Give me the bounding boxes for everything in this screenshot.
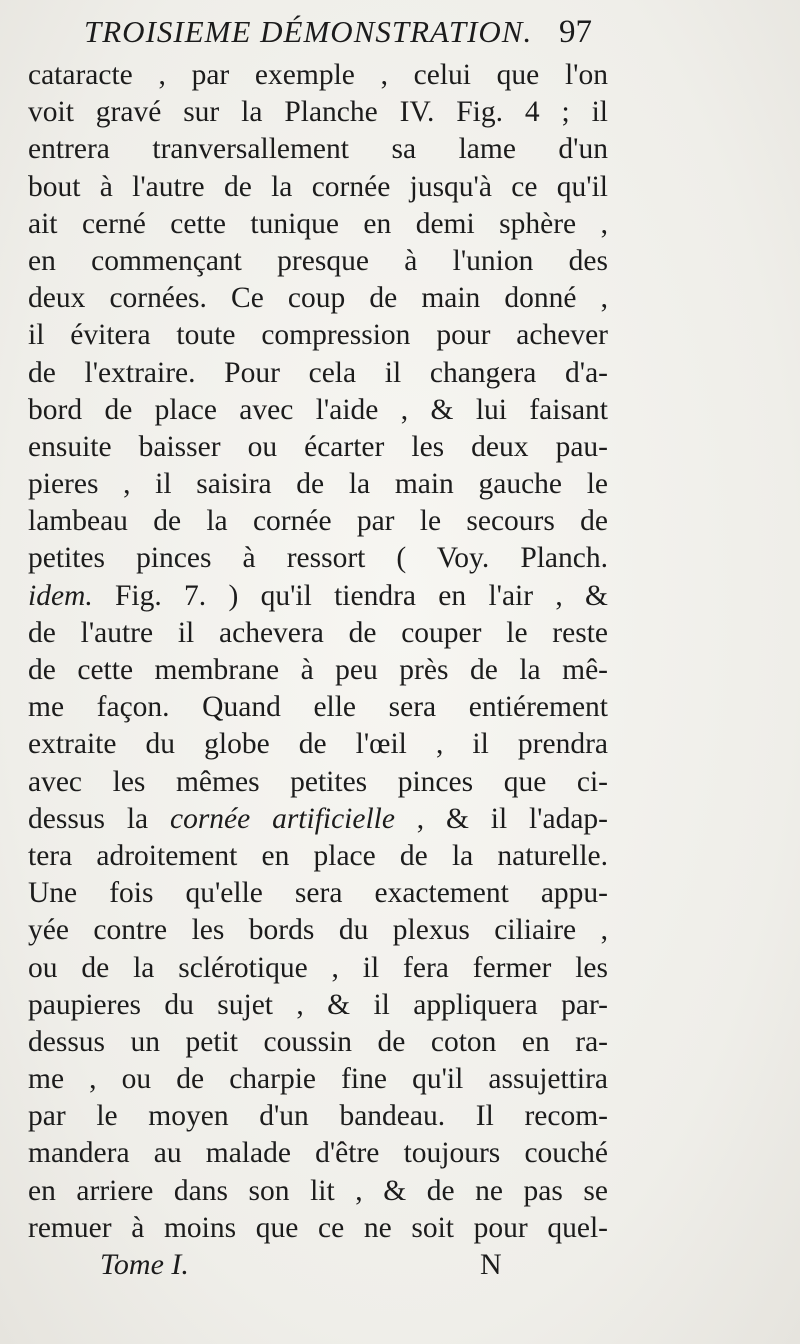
text-line: avec les mêmes petites pinces que ci- (28, 765, 608, 798)
text-line: pieres , il saisira de la main gauche le (28, 468, 608, 501)
text-fragment: Fig. 7. ) qu'il tiendra en l'air , & (92, 579, 608, 612)
italic-term: cornée artificielle (169, 802, 395, 835)
text-line: ensuite baisser ou écarter les deux pau- (28, 430, 608, 463)
text-line: entrera tranversallement sa lame d'un (28, 133, 608, 166)
running-head (0, 8, 800, 52)
text-line: ou de la sclérotique , il fera fermer les (28, 951, 608, 984)
text-line: dessus un petit coussin de coton en ra- (28, 1025, 608, 1058)
text-line: tera adroitement en place de la naturelle. (28, 839, 608, 872)
text-line (28, 578, 608, 615)
text-line: bout à l'autre de la cornée jusqu'à ce qu'il (28, 170, 608, 203)
running-head-title: TROISIEME DÉMONSTRATION. (84, 14, 533, 49)
text-line: il évitera toute compression pour achever (28, 319, 608, 352)
text-line: mandera au malade d'être toujours couché (28, 1137, 608, 1170)
text-line: Une fois qu'elle sera exactement appu- (28, 877, 608, 910)
body-text (28, 57, 608, 1247)
text-line: cataracte , par exemple , celui que l'on (28, 59, 608, 91)
signature-mark: N (480, 1248, 502, 1281)
text-line: petites pinces à ressort ( Voy. Planch. (28, 542, 608, 575)
text-line: remuer à moins que ce ne soit pour quel- (28, 1211, 608, 1244)
text-line: me , ou de charpie fine qu'il assujettira (28, 1063, 608, 1096)
text-line: paupieres du sujet , & il appliquera par- (28, 988, 608, 1021)
text-line: de cette membrane à peu près de la mê- (28, 654, 608, 686)
text-line: de l'extraire. Pour cela il changera d'a- (28, 356, 608, 389)
text-fragment: dessus la (28, 802, 170, 835)
page-number: 97 (559, 14, 592, 50)
page-footer (0, 1244, 800, 1288)
text-line: yée contre les bords du plexus ciliaire , (28, 914, 608, 947)
text-line: bord de place avec l'aide , & lui faisant (28, 393, 608, 426)
italic-reference: idem. (28, 579, 93, 612)
text-fragment: , & il l'adap- (394, 802, 608, 835)
text-line: en arriere dans son lit , & de ne pas se (28, 1174, 608, 1207)
text-line: ait cerné cette tunique en demi sphère , (28, 207, 608, 240)
text-line: en commençant presque à l'union des (28, 244, 608, 277)
text-line (28, 801, 608, 838)
text-line: deux cornées. Ce coup de main donné , (28, 282, 608, 315)
text-line: extraite du globe de l'œil , il prendra (28, 728, 608, 761)
text-line: voit gravé sur la Planche IV. Fig. 4 ; il (28, 96, 608, 129)
text-line: par le moyen d'un bandeau. Il recom- (28, 1100, 608, 1133)
volume-label: Tome I. (100, 1248, 189, 1281)
text-line: de l'autre il achevera de couper le reste (28, 616, 608, 649)
text-line: me façon. Quand elle sera entiérement (28, 691, 608, 724)
text-line: lambeau de la cornée par le secours de (28, 505, 608, 538)
